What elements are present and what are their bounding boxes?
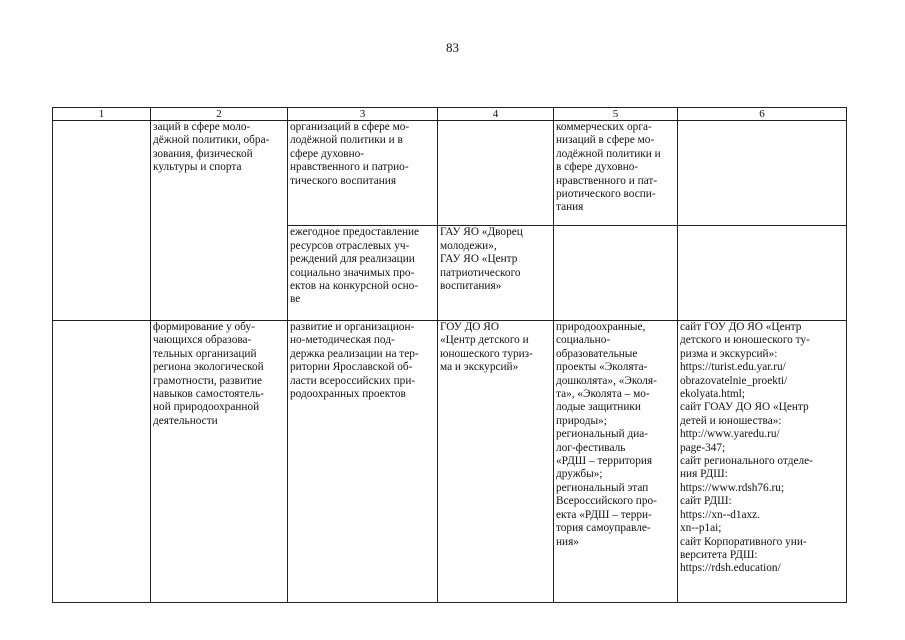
cell-r1-c5: коммерческих орга- низаций в сфере мо- лодёжной политики и в сфере духовно- нравственного и пат- риотического воспи- тания bbox=[554, 121, 678, 226]
document-table bbox=[52, 107, 847, 603]
column-number-4: 4 bbox=[438, 108, 554, 121]
cell-r2-c3: ежегодное предоставление ресурсов отраслевых уч- реждений для реализации социально значимых про- ектов на конкурсной осно- ве bbox=[288, 226, 438, 321]
cell-r1-c1 bbox=[53, 121, 151, 321]
page-number: 83 bbox=[446, 40, 459, 55]
cell-r2-c6 bbox=[678, 226, 847, 321]
cell-r3-c5: природоохранные, социально- образовательные проекты «Эколята- дошколята», «Эколя- та», «Эколята – мо- лодые защитники природы»; региональный диа- лог-фестиваль «РДШ – территория дружбы»; региональный этап Всероссийского про- екта «РДШ – терри- тория самоуправле- ния» bbox=[554, 321, 678, 603]
column-number-5: 5 bbox=[554, 108, 678, 121]
table-row-ecology bbox=[53, 321, 847, 603]
cell-r2-c5 bbox=[554, 226, 678, 321]
column-number-1: 1 bbox=[53, 108, 151, 121]
cell-r3-c6: сайт ГОУ ДО ЯО «Центр детского и юношеского ту- ризма и экскурсий»: https://turist.edu.yar.ru/ obrazovatelnie_proekti/ ekolyata.html; сайт ГОАУ ДО ЯО «Центр детей и юношества»: http://www.yaredu.ru/ page-347; сайт регионального отделе- ния РДШ: https://www.rdsh76.ru; сайт РДШ: https://xn--d1axz. xn--p1ai; сайт Корпоративного уни- верситета РДШ: https://rdsh.education/ bbox=[678, 321, 847, 603]
cell-r2-c4: ГАУ ЯО «Дворец молодежи», ГАУ ЯО «Центр патриотического воспитания» bbox=[438, 226, 554, 321]
column-number-6: 6 bbox=[678, 108, 847, 121]
cell-r3-c2: формирование у обу- чающихся образова- тельных организаций региона экологической грамотности, развитие навыков самостоятель- ной природоохранной деятельности bbox=[151, 321, 288, 603]
cell-r1-c4 bbox=[438, 121, 554, 226]
column-number-2: 2 bbox=[151, 108, 288, 121]
table-row-continuation bbox=[53, 121, 847, 226]
cell-r3-c1 bbox=[53, 321, 151, 603]
column-number-row bbox=[53, 108, 847, 121]
cell-r3-c4: ГОУ ДО ЯО «Центр детского и юношеского туриз- ма и экскурсий» bbox=[438, 321, 554, 603]
cell-r3-c3: развитие и организацион- но-методическая под- держка реализации на тер- ритории Ярославской об- ласти всероссийских при- родоохранных проектов bbox=[288, 321, 438, 603]
column-number-3: 3 bbox=[288, 108, 438, 121]
cell-r1-c6 bbox=[678, 121, 847, 226]
cell-r1-c3: организаций в сфере мо- лодёжной политики и в сфере духовно- нравственного и патрио- тического воспитания bbox=[288, 121, 438, 226]
cell-r1-c2: заций в сфере моло- дёжной политики, обра- зования, физической культуры и спорта bbox=[151, 121, 288, 321]
